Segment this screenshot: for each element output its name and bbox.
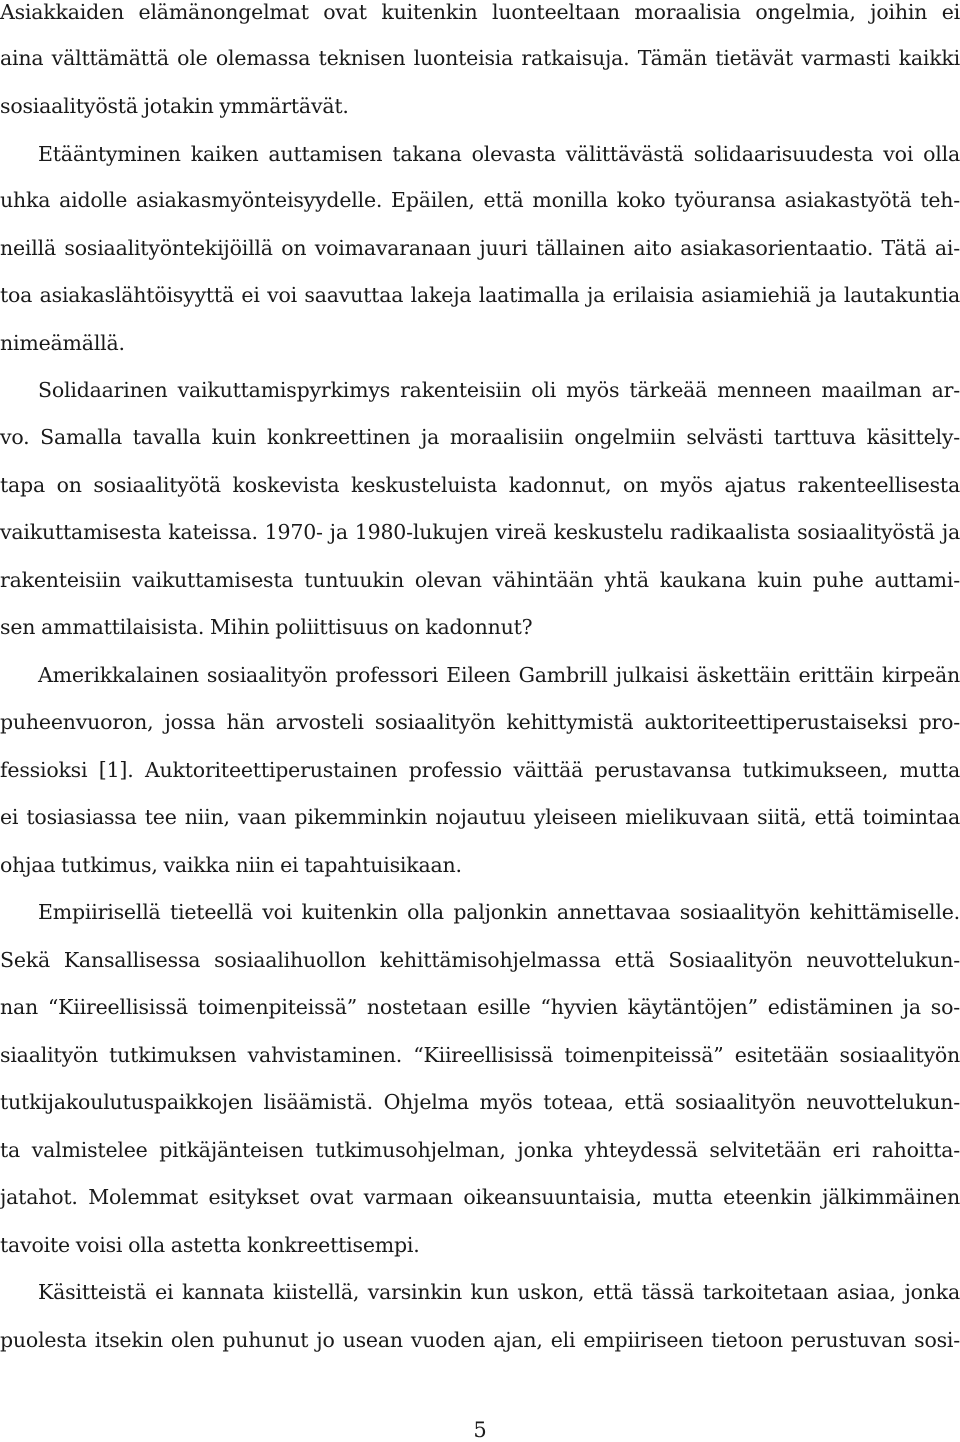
text-line: tapa on sosiaalityötä koskevista keskusteluista kadonnut, on myös ajatus rakenteellisesta (0, 473, 960, 497)
text-line: tavoite voisi olla astetta konkreettisempi. (0, 1233, 420, 1257)
text-line: sen ammattilaisista. Mihin poliittisuus on kadonnut? (0, 615, 533, 639)
text-line: sosiaalityöstä jotakin ymmärtävät. (0, 94, 349, 118)
text-line: Asiakkaiden elämänongelmat ovat kuitenkin luonteeltaan moraalisia ongelmia, joihin ei (0, 0, 960, 24)
text-line: aina välttämättä ole olemassa teknisen luonteisia ratkaisuja. Tämän tietävät varmasti kaikki (0, 46, 960, 70)
text-line: nimeämällä. (0, 331, 125, 355)
text-line: puheenvuoron, jossa hän arvosteli sosiaalityön kehittymistä auktoriteettiperustaiseksi pro- (0, 710, 960, 734)
text-line: toa asiakaslähtöisyyttä ei voi saavuttaa lakeja laatimalla ja erilaisia asiamiehiä ja lautakuntia (0, 283, 960, 307)
text-line: ei tosiasiassa tee niin, vaan pikemminkin nojautuu yleiseen mielikuvaan siitä, että toimintaa (0, 805, 960, 829)
text-line: fessioksi [1]. Auktoriteettiperustainen professio väittää perustavansa tutkimukseen, mutta (0, 758, 960, 782)
text-line: Amerikkalainen sosiaalityön professori Eileen Gambrill julkaisi äskettäin erittäin kirpeän (38, 663, 960, 687)
text-line: tutkijakoulutuspaikkojen lisäämistä. Ohjelma myös toteaa, että sosiaalityön neuvottelukun- (0, 1090, 960, 1114)
text-line: Sekä Kansallisessa sosiaalihuollon kehittämisohjelmassa että Sosiaalityön neuvottelukun- (0, 948, 960, 972)
text-line: puolesta itsekin olen puhunut jo usean vuoden ajan, eli empiiriseen tietoon perustuvan sosi- (0, 1328, 960, 1352)
text-line: nan “Kiireellisissä toimenpiteissä” nostetaan esille “hyvien käytäntöjen” edistäminen ja so- (0, 995, 960, 1019)
text-line: ta valmistelee pitkäjänteisen tutkimusohjelman, jonka yhteydessä selvitetään eri rahoitta- (0, 1138, 960, 1162)
text-line: ohjaa tutkimus, vaikka niin ei tapahtuisikaan. (0, 853, 462, 877)
text-line: siaalityön tutkimuksen vahvistaminen. “Kiireellisissä toimenpiteissä” esitetään sosiaalityön (0, 1043, 960, 1067)
text-line: neillä sosiaalityöntekijöillä on voimavaranaan juuri tällainen aito asiakasorientaatio. Tätä ai- (0, 236, 960, 260)
text-line: Empiirisellä tieteellä voi kuitenkin olla paljonkin annettavaa sosiaalityön kehittämiselle. (38, 900, 960, 924)
page-number: 5 (473, 1418, 487, 1442)
text-line: vo. Samalla tavalla kuin konkreettinen ja moraalisiin ongelmiin selvästi tarttuva käsittely- (0, 425, 960, 449)
text-line: jatahot. Molemmat esitykset ovat varmaan oikeansuuntaisia, mutta eteenkin jälkimmäinen (0, 1185, 960, 1209)
text-line: Etääntyminen kaiken auttamisen takana olevasta välittävästä solidaarisuudesta voi olla (38, 142, 960, 166)
text-line: uhka aidolle asiakasmyönteisyydelle. Epäilen, että monilla koko työuransa asiakastyötä teh- (0, 188, 960, 212)
text-line: vaikuttamisesta kateissa. 1970- ja 1980-lukujen vireä keskustelu radikaalista sosiaalityöstä ja (0, 520, 960, 544)
text-line: rakenteisiin vaikuttamisesta tuntuukin olevan vähintään yhtä kaukana kuin puhe auttami- (0, 568, 960, 592)
text-line: Käsitteistä ei kannata kiistellä, varsinkin kun uskon, että tässä tarkoitetaan asiaa, jonka (38, 1280, 960, 1304)
text-line: Solidaarinen vaikuttamispyrkimys rakenteisiin oli myös tärkeää menneen maailman ar- (38, 378, 960, 402)
